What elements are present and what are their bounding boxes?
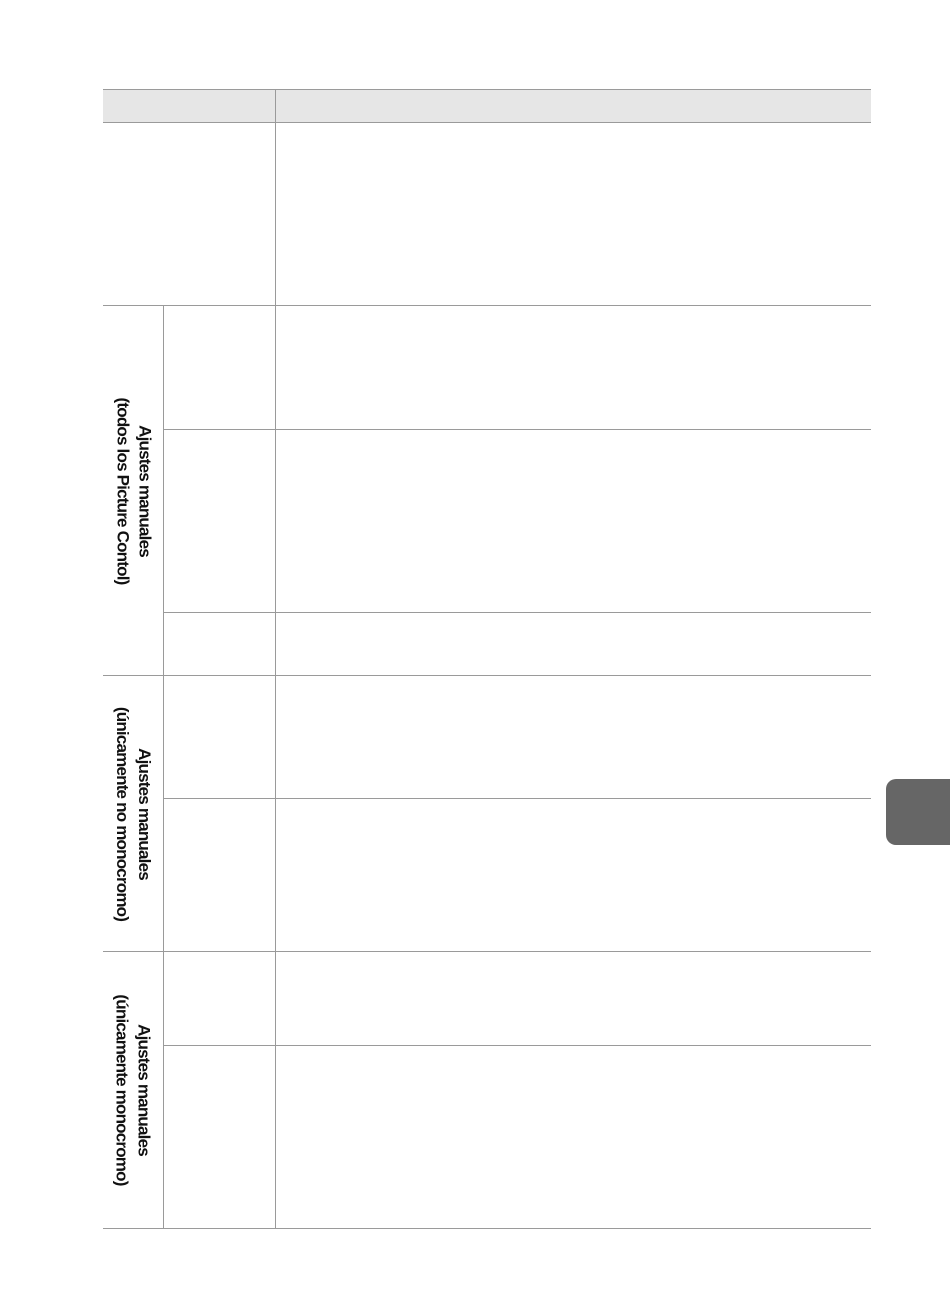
table-bottom-rule bbox=[103, 1228, 871, 1229]
group-label-title: Ajustes manuales bbox=[135, 747, 155, 880]
group-label-subtitle: (únicamente no monocromo) bbox=[113, 706, 133, 921]
table-row-rule bbox=[163, 429, 871, 430]
table-row-rule bbox=[103, 675, 871, 676]
table-top-rule bbox=[103, 89, 871, 90]
table-column-rule bbox=[275, 89, 276, 1229]
group-label-title: Ajustes manuales bbox=[135, 424, 155, 557]
group-label-monochrome bbox=[104, 952, 162, 1228]
group-label-all-picture-controls bbox=[104, 306, 162, 675]
table-row-rule bbox=[163, 612, 871, 613]
table-header-row bbox=[103, 89, 871, 122]
group-label-non-monochrome bbox=[104, 676, 162, 951]
table-row-rule bbox=[163, 1045, 871, 1046]
table-group-column-rule bbox=[163, 305, 164, 1229]
table-row-rule bbox=[163, 798, 871, 799]
table-row-rule bbox=[103, 951, 871, 952]
table-header-rule bbox=[103, 122, 871, 123]
group-label-title: Ajustes manuales bbox=[135, 1024, 155, 1156]
section-side-tab bbox=[886, 779, 950, 845]
group-label-subtitle: (únicamente monocromo) bbox=[113, 994, 133, 1186]
table-row-rule bbox=[103, 305, 871, 306]
group-label-subtitle: (todos los Picture Contol) bbox=[113, 397, 133, 584]
